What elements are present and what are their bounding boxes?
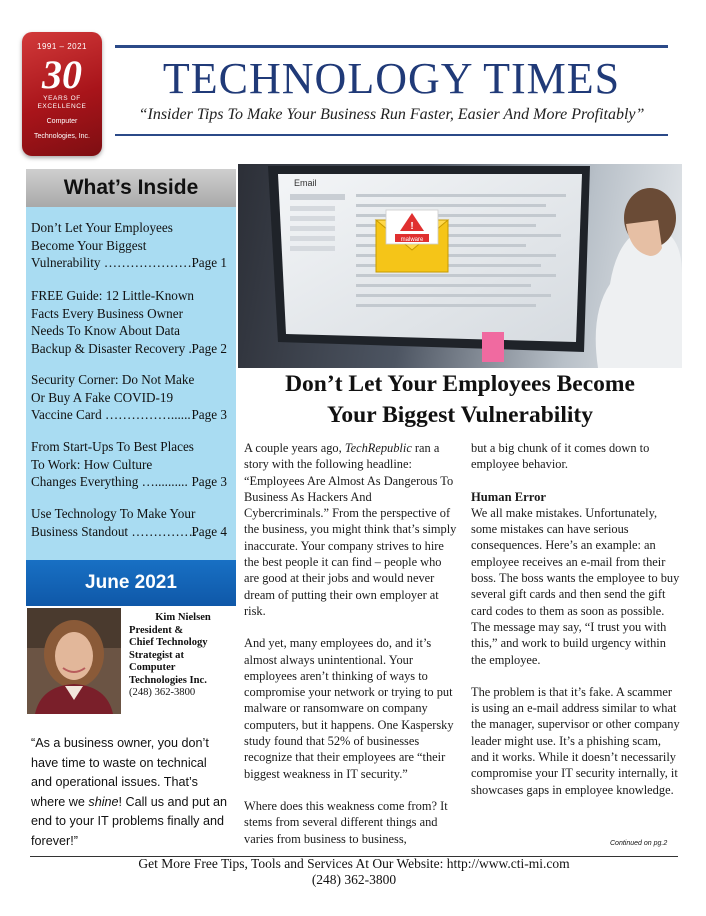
- p1-text-2: ran a story with the following headline: “Employees Are Almost As Dangerous To Business As Hackers And Cybercriminals.” From the perspective of the business, you might think that’s simply inaccurate. Your company strives to hire the best people it can find – people who are good at their jobs and would never dream of putting their own employer at risk.: [244, 441, 457, 618]
- toc-item-5[interactable]: [31, 505, 231, 540]
- article-paragraph-4: but a big chunk of it comes down to employee behavior.: [471, 441, 650, 472]
- author-title-3: Strategist at: [129, 649, 185, 661]
- article-paragraph-1: [244, 440, 458, 619]
- toc-item-5-line-1: Use Technology To Make Your: [31, 506, 196, 521]
- issue-date-banner: June 2021: [26, 560, 236, 606]
- article-paragraph-6: The problem is that it’s fake. A scammer is using an e-mail address similar to what the manager, supervisor or other company leader might use. It’s a phishing scam, and it works. While it doesn’t necessarily compromise your IT security internally, it showcases gaps in employee knowledge.: [471, 684, 680, 797]
- article-headline: [238, 369, 682, 431]
- author-title-4: Computer: [129, 662, 176, 673]
- footer: [30, 856, 678, 888]
- quote-part-1: “As a business owner, you don’t have time to waste on technical and operational issues. That’s where we: [31, 736, 209, 809]
- article-paragraph-3: Where does this weakness come from? It stems from several different things and varies from business to business,: [244, 798, 448, 846]
- toc-item-5-page: Page 4: [191, 523, 227, 539]
- article-subhead: Human Error: [471, 489, 546, 504]
- toc-item-1[interactable]: [31, 219, 231, 272]
- newsletter-title: TECHNOLOGY TIMES: [162, 54, 621, 103]
- article-headline-line-1: Don’t Let Your Employees Become: [285, 371, 635, 397]
- logo-company-2: Technologies, Inc.: [33, 133, 91, 140]
- company-anniversary-logo: [22, 32, 102, 156]
- toc-item-2-page: Page 2: [191, 340, 227, 356]
- logo-number: 30: [42, 52, 82, 97]
- author-title-5: Technologies Inc.: [129, 674, 207, 686]
- hero-image-email-malware: [238, 164, 682, 368]
- whats-inside-header: What’s Inside: [26, 169, 236, 207]
- toc-item-4-line-2: To Work: How Culture: [31, 456, 153, 472]
- hero-malware-label: malware: [400, 237, 424, 243]
- author-bio: [129, 612, 237, 700]
- author-title-1: President &: [129, 624, 184, 636]
- toc-item-3-page: Page 3: [191, 407, 227, 422]
- quote-emphasis: shine: [88, 794, 119, 809]
- toc-item-1-line-3: Vulnerability …………………: [31, 255, 197, 270]
- toc-item-1-line-2: Become Your Biggest: [31, 237, 147, 253]
- article-headline-line-2: Your Biggest Vulnerability: [327, 402, 593, 428]
- footer-phone: (248) 362-3800: [311, 872, 397, 887]
- masthead-top-rule: [115, 45, 668, 48]
- toc-item-5-line-2: Business Standout ……………: [31, 523, 198, 539]
- toc-item-3-line-3: Vaccine Card ……………......: [31, 407, 191, 422]
- article-column-2: [471, 440, 681, 814]
- toc-item-3[interactable]: [31, 371, 231, 424]
- toc-item-4-page: Page 3: [191, 474, 227, 489]
- author-phone: (248) 362-3800: [129, 687, 196, 698]
- toc-item-4[interactable]: [31, 438, 231, 491]
- toc-item-2-line-3: Needs To Know About Data: [31, 323, 181, 338]
- author-photo: [27, 608, 121, 714]
- svg-text:!: !: [410, 221, 414, 232]
- toc-item-1-page: Page 1: [191, 255, 227, 270]
- quote-part-2: ! Call us and put an end to your IT problems finally and forever!”: [31, 794, 228, 848]
- sidebar-quote: [31, 734, 231, 851]
- author-name: Kim Nielsen: [155, 612, 211, 623]
- hero-email-label: Email: [294, 178, 317, 188]
- toc-item-2[interactable]: [31, 287, 231, 357]
- logo-company-1: Computer: [46, 118, 78, 125]
- toc-item-2-line-4: Backup & Disaster Recovery ..: [31, 340, 196, 356]
- article-paragraph-5: We all make mistakes. Unfortunately, some mistakes can have serious consequences. Here’s an example: an employee receives an e-mail from their boss. The boss wants the employee to buy several gift cards and then send the gift card codes to them as soon as possible. The message may say, “I trust you with this,” and work to build urgency within the employee.: [471, 505, 680, 667]
- logo-years-of: YEARS OF: [43, 95, 81, 102]
- toc-item-4-line-1: From Start-Ups To Best Places: [31, 439, 194, 454]
- toc-item-1-line-1: Don’t Let Your Employees: [31, 220, 173, 235]
- toc-item-4-line-3: Changes Everything …..........: [31, 474, 188, 489]
- author-title-2: Chief Technology: [129, 637, 208, 648]
- logo-excellence: EXCELLENCE: [37, 103, 87, 110]
- footer-website[interactable]: Get More Free Tips, Tools and Services At Our Website: http://www.cti-mi.com: [138, 856, 570, 871]
- toc-item-3-line-2: Or Buy A Fake COVID-19: [31, 389, 174, 405]
- p1-text-1: A couple years ago,: [244, 441, 345, 455]
- newsletter-tagline: “Insider Tips To Make Your Business Run Faster, Easier And More Profitably”: [138, 106, 645, 123]
- toc-item-2-line-1: FREE Guide: 12 Little-Known: [31, 288, 194, 303]
- masthead-bottom-rule: [115, 134, 668, 136]
- toc-item-2-line-2: Facts Every Business Owner: [31, 305, 183, 321]
- continued-note: Continued on pg.2: [610, 840, 668, 847]
- toc-item-3-line-1: Security Corner: Do Not Make: [31, 372, 195, 387]
- article-column-1: [244, 440, 458, 863]
- p1-publication: TechRepublic: [344, 441, 412, 455]
- article-paragraph-2: And yet, many employees do, and it’s almost always unintentional. Your employees aren’t thinking of ways to compromise your network or trying to put malware or ransomware on company computers, but it happens. One Kaspersky study found that 52% of businesses recognize that their employees are “their biggest weakness in IT security.”: [244, 636, 454, 781]
- logo-years: 1991 – 2021: [37, 42, 87, 51]
